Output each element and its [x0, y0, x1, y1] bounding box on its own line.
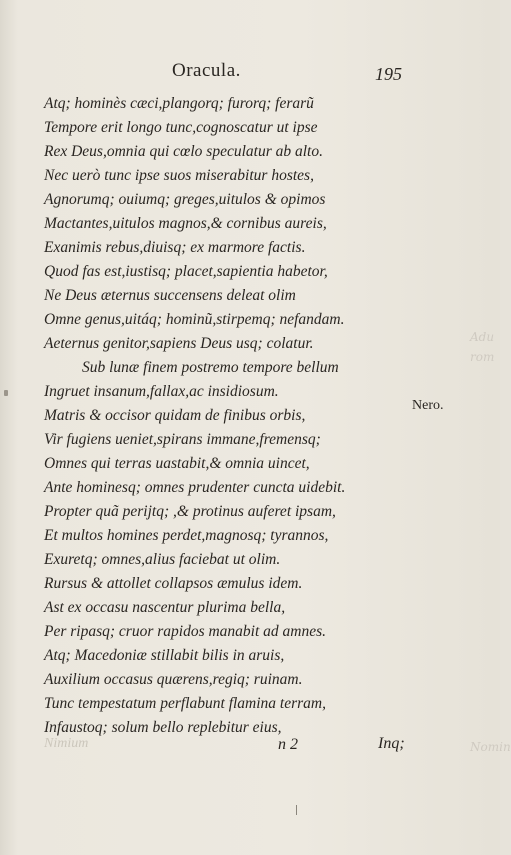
verse-line: Omne genus,uitáq; hominũ,stirpemq; nefandam.	[44, 311, 345, 328]
marginal-note: Nero.	[412, 398, 444, 413]
verse-line: Aeternus genitor,sapiens Deus usq; colatur.	[44, 335, 314, 352]
verse-line: Ast ex occasu nascentur plurima bella,	[44, 599, 286, 616]
catchword: Inq;	[378, 735, 405, 752]
verse-line: Atq; hominès cæci,plangorq; furorq; ferarũ	[44, 95, 314, 112]
verse-line: Tunc tempestatum perflabunt flamina terram,	[44, 695, 327, 712]
verse-line-indented: Sub lunæ finem postremo tempore bellum	[82, 359, 339, 376]
bleed-through-text: Adu	[470, 330, 495, 344]
verse-line: Omnes qui terras uastabit,& omnia uincet,	[44, 455, 310, 472]
verse-line: Tempore erit longo tunc,cognoscatur ut ipse	[44, 119, 318, 136]
verse-line: Auxilium occasus quærens,regiq; ruinam.	[44, 671, 303, 688]
verse-line: Quod fas est,iustisq; placet,sapientia habetor,	[44, 263, 328, 280]
verse-line: Rursus & attollet collapsos æmulus idem.	[44, 575, 303, 592]
verse-line: Et multos homines perdet,magnosq; tyrannos,	[44, 527, 329, 544]
page-edge-mark	[4, 390, 8, 396]
verse-line: Ne Deus æternus succensens deleat olim	[44, 287, 296, 304]
verse-line: Matris & occisor quidam de finibus orbis,	[44, 407, 306, 424]
page-mark	[296, 805, 297, 815]
verse-line: Infaustoq; solum bello replebitur eius,	[44, 719, 282, 736]
verse-line: Vir fugiens ueniet,spirans immane,fremensq;	[44, 431, 321, 448]
verse-line: Nec uerò tunc ipse suos miserabitur hostes,	[44, 167, 314, 184]
bleed-through-text: rom	[470, 350, 495, 364]
verse-line: Exuretq; omnes,alius faciebat ut olim.	[44, 551, 281, 568]
verse-line: Ante hominesq; omnes prudenter cuncta uidebit.	[44, 479, 346, 496]
verse-line: Agnorumq; ouiumq; greges,uitulos & opimos	[44, 191, 326, 208]
verse-line: Atq; Macedoniæ stillabit bilis in aruis,	[44, 647, 285, 664]
verse-block	[44, 92, 424, 740]
page-number: 195	[375, 64, 402, 84]
verse-line: Mactantes,uitulos magnos,& cornibus aureis,	[44, 215, 327, 232]
running-title: Oracula.	[172, 60, 241, 81]
bleed-through-text: Nomin	[470, 740, 511, 754]
verse-line: Rex Deus,omnia qui cœlo speculatur ab alto.	[44, 143, 323, 160]
signature-mark: n 2	[278, 736, 298, 753]
bleed-through-text: Nimium	[44, 736, 89, 751]
verse-line: Propter quã perijtq; ,& protinus auferet ipsam,	[44, 503, 336, 520]
verse-line: Exanimis rebus,diuisq; ex marmore factis.	[44, 239, 306, 256]
verse-line: Ingruet insanum,fallax,ac insidiosum.	[44, 383, 279, 400]
verse-line: Per ripasq; cruor rapidos manabit ad amnes.	[44, 623, 327, 640]
